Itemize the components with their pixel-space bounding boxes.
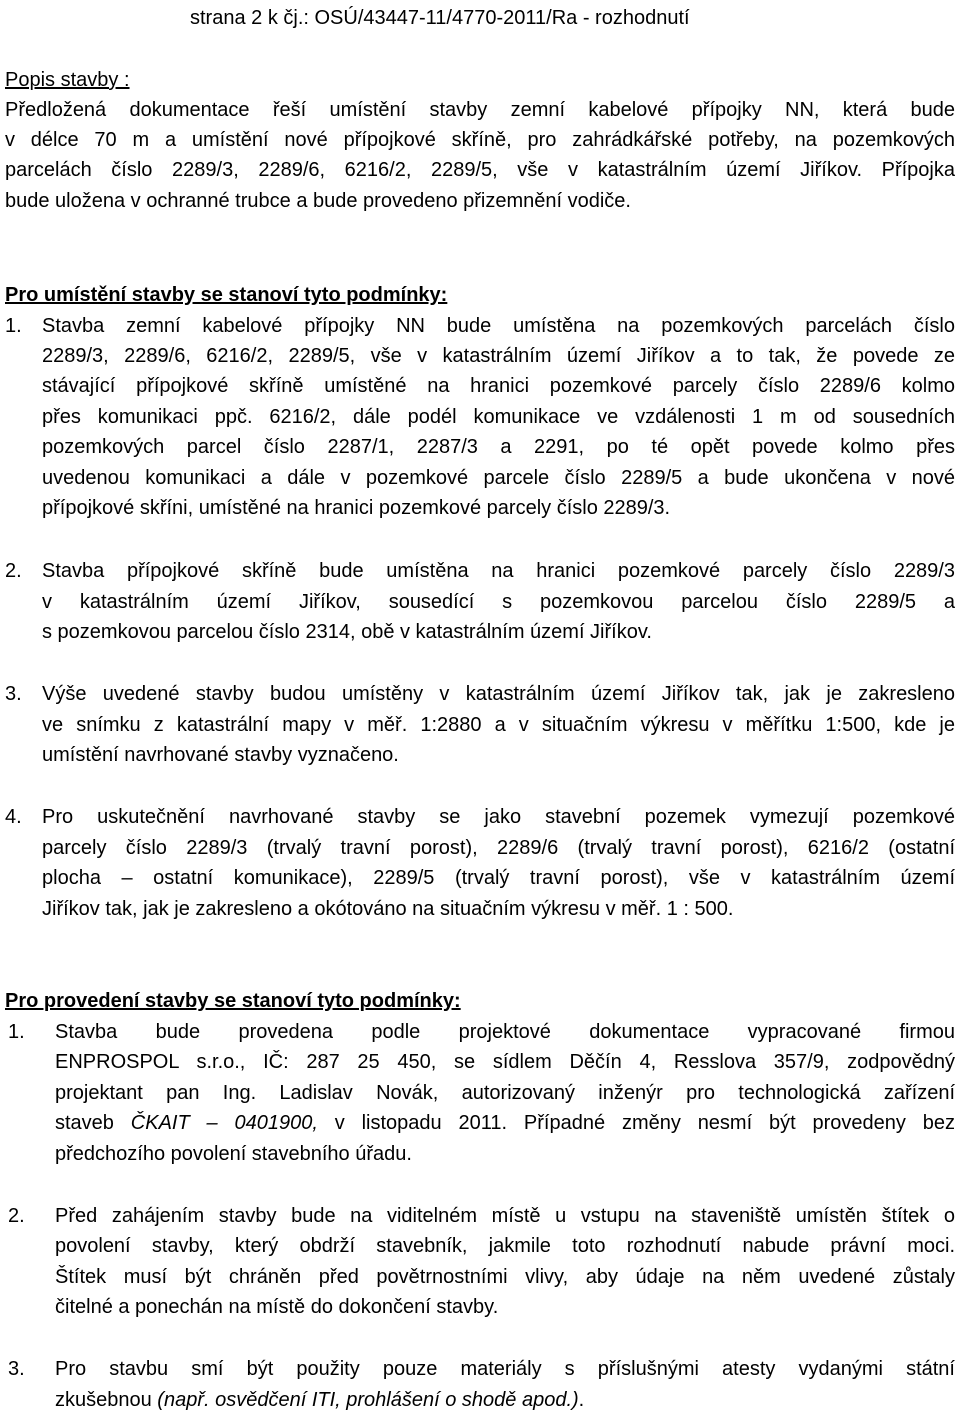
page-header: strana 2 k čj.: OSÚ/43447-11/4770-2011/Ra - rozhodnutí [190, 7, 690, 29]
placement-item-line: v katastrálním území Jiříkov, sousedící s pozemkovou parcelou číslo 2289/5 a [42, 591, 955, 613]
placement-item-line: přípojkové skříni, umístěné na hranici pozemkové parcely číslo 2289/3. [42, 497, 671, 519]
construction-item-line: Před zahájením stavby bude na viditelném místě u vstupu na staveniště umístěn štítek o [55, 1205, 955, 1227]
placement-item-line: plocha – ostatní komunikace), 2289/5 (trvalý travní porost), vše v katastrálním území [42, 867, 955, 889]
placement-item-line: uvedenou komunikaci a dále v pozemkové parcele číslo 2289/5 a bude ukončena v nové [42, 467, 955, 489]
construction-item-number: 1. [8, 1021, 25, 1043]
description-line: parcelách číslo 2289/3, 2289/6, 6216/2, 2289/5, vše v katastrálním území Jiříkov. Přípojka [5, 159, 955, 181]
construction-line-prefix: staveb [55, 1112, 131, 1134]
description-line: Předložená dokumentace řeší umístění stavby zemní kabelové přípojky NN, která bude [5, 99, 955, 121]
construction-item-line: Stavba bude provedena podle projektové dokumentace vypracované firmou [55, 1021, 955, 1043]
placement-item-line: pozemkových parcel číslo 2287/1, 2287/3 a 2291, po té opět povede kolmo přes [42, 436, 955, 458]
placement-item-line: přes komunikaci ppč. 6216/2, dále podél komunikace ve vzdálenosti 1 m od sousedních [42, 406, 955, 428]
placement-item-line: Stavba zemní kabelové přípojky NN bude umístěna na pozemkových parcelách číslo [42, 315, 955, 337]
construction-item-line: ENPROSPOL s.r.o., IČ: 287 25 450, se sídlem Děčín 4, Resslova 357/9, zodpovědný [55, 1051, 955, 1073]
placement-item-number: 4. [5, 806, 22, 828]
construction-line-suffix: v listopadu 2011. Případné změny nesmí být provedeny bez [317, 1112, 956, 1134]
placement-item-line: stávající přípojkové skříně umístěné na hranici pozemkové parcely číslo 2289/6 kolmo [42, 375, 955, 397]
placement-item-number: 2. [5, 560, 22, 582]
construction-item-number: 3. [8, 1358, 25, 1380]
construction-item-line: čitelné a ponechán na místě do dokončení stavby. [55, 1296, 499, 1318]
construction-item-line [55, 1388, 584, 1412]
construction-line-prefix: zkušebnou [55, 1389, 158, 1411]
placement-item-line: s pozemkovou parcelou číslo 2314, obě v katastrálním území Jiříkov. [42, 621, 652, 643]
placement-item-line: umístění navrhované stavby vyznačeno. [42, 744, 399, 766]
examples-note: (např. osvědčení ITI, prohlášení o shodě apod.) [157, 1389, 579, 1411]
construction-item-number: 2. [8, 1205, 25, 1227]
ckait-number: ČKAIT – 0401900, [130, 1112, 318, 1134]
description-line: bude uložena v ochranné trubce a bude provedeno přizemnění vodiče. [5, 190, 631, 212]
construction-item-line [55, 1111, 955, 1135]
placement-item-line: Stavba přípojkové skříně bude umístěna na hranici pozemkové parcely číslo 2289/3 [42, 560, 955, 582]
construction-item-line: Štítek musí být chráněn před povětrnostními vlivy, aby údaje na něm uvedené zůstaly [55, 1266, 955, 1288]
construction-line-suffix: . [578, 1389, 585, 1411]
placement-item-number: 3. [5, 683, 22, 705]
placement-item-line: parcely číslo 2289/3 (trvalý travní porost), 2289/6 (trvalý travní porost), 6216/2 (ostatní [42, 837, 955, 859]
construction-item-line: předchozího povolení stavebního úřadu. [55, 1143, 412, 1165]
placement-item-line: Výše uvedené stavby budou umístěny v katastrálním území Jiříkov tak, jak je zakresleno [42, 683, 955, 705]
construction-title: Pro provedení stavby se stanoví tyto podmínky: [5, 990, 461, 1012]
placement-item-line: Pro uskutečnění navrhované stavby se jako stavební pozemek vymezují pozemkové [42, 806, 955, 828]
construction-item-line: povolení stavby, který obdrží stavebník, jakmile toto rozhodnutí nabude právní moci. [55, 1235, 955, 1257]
placement-item-number: 1. [5, 315, 22, 337]
placement-title: Pro umístění stavby se stanoví tyto podmínky: [5, 284, 448, 306]
placement-item-line: Jiříkov tak, jak je zakresleno a okótováno na situačním výkresu v měř. 1 : 500. [42, 898, 734, 920]
construction-item-line: Pro stavbu smí být použity pouze materiály s příslušnými atesty vydanými státní [55, 1358, 955, 1380]
construction-item-line: projektant pan Ing. Ladislav Novák, autorizovaný inženýr pro technologická zařízení [55, 1082, 955, 1104]
placement-item-line: ve snímku z katastrální mapy v měř. 1:2880 a v situačním výkresu v měřítku 1:500, kde je [42, 714, 955, 736]
description-line: v délce 70 m a umístění nové přípojkové skříně, pro zahrádkářské potřeby, na pozemkových [5, 129, 955, 151]
placement-item-line: 2289/3, 2289/6, 6216/2, 2289/5, vše v katastrálním území Jiříkov a to tak, že povede ze [42, 345, 955, 367]
description-title: Popis stavby : [5, 69, 130, 91]
